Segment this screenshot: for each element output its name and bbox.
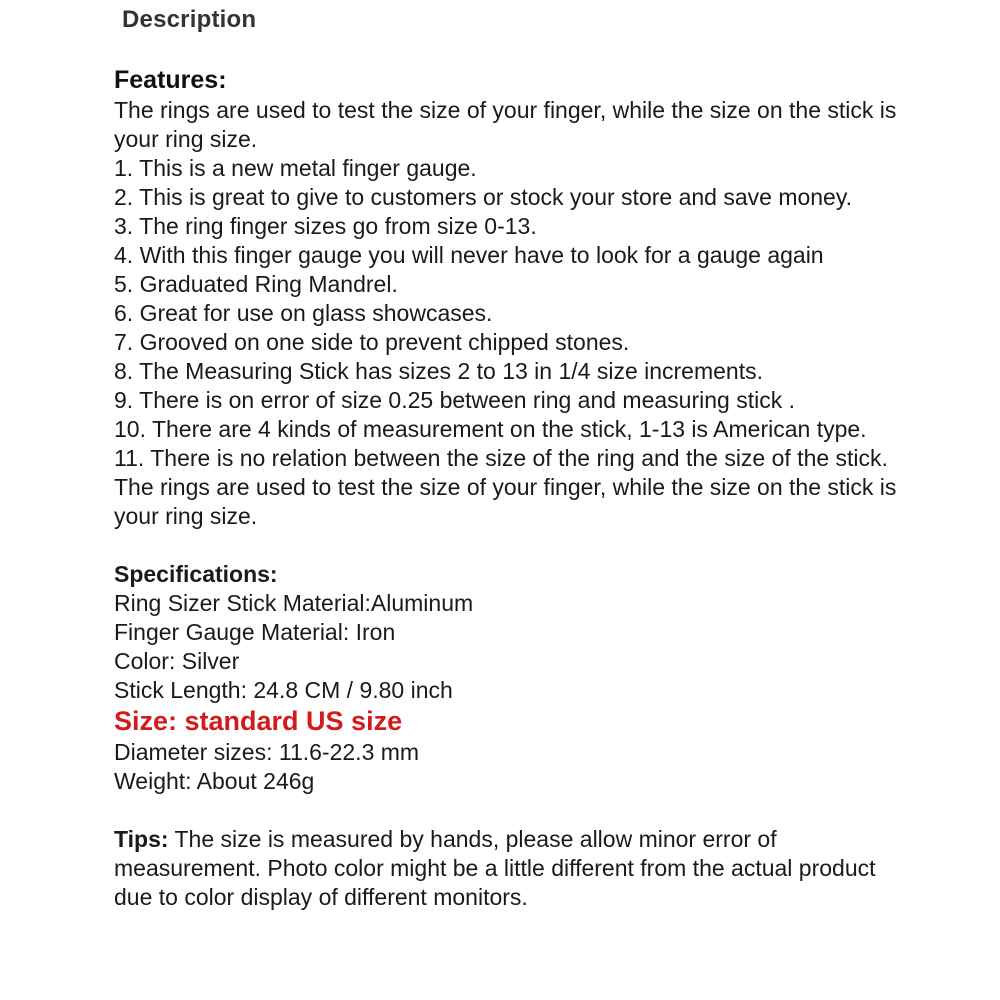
feature-item: 1. This is a new metal finger gauge. (114, 155, 477, 181)
tips-paragraph (114, 825, 904, 912)
section-title: Description (122, 6, 257, 33)
spec-weight: Weight: About 246g (114, 768, 315, 794)
spec-color: Color: Silver (114, 648, 240, 674)
feature-item: 8. The Measuring Stick has sizes 2 to 13 in 1/4 size increments. (114, 358, 763, 384)
feature-item: 3. The ring finger sizes go from size 0-13. (114, 213, 537, 239)
feature-item: 5. Graduated Ring Mandrel. (114, 271, 398, 297)
description-content (114, 64, 904, 912)
spec-gauge-material: Finger Gauge Material: Iron (114, 619, 396, 645)
features-heading: Features: (114, 66, 227, 94)
features-intro: The rings are used to test the size of your finger, while the size on the stick is your ring size. (114, 97, 897, 152)
feature-item: 6. Great for use on glass showcases. (114, 300, 493, 326)
tips-text: The size is measured by hands, please allow minor error of measurement. Photo color might be a little different from the actual product due to color display of different monitors. (114, 826, 876, 910)
spec-diameter: Diameter sizes: 11.6-22.3 mm (114, 739, 420, 765)
specifications-heading: Specifications: (114, 561, 278, 587)
feature-item: 10. There are 4 kinds of measurement on the stick, 1-13 is American type. (114, 416, 867, 442)
spec-length: Stick Length: 24.8 CM / 9.80 inch (114, 677, 453, 703)
tips-label: Tips: (114, 826, 169, 852)
spec-stick-material: Ring Sizer Stick Material:Aluminum (114, 590, 474, 616)
features-outro: The rings are used to test the size of your finger, while the size on the stick is your ring size. (114, 474, 897, 529)
spec-size-highlight: Size: standard US size (114, 706, 403, 736)
feature-item: 4. With this finger gauge you will never have to look for a gauge again (114, 242, 824, 268)
feature-item: 11. There is no relation between the size of the ring and the size of the stick. (114, 445, 888, 471)
feature-item: 7. Grooved on one side to prevent chipped stones. (114, 329, 630, 355)
feature-item: 2. This is great to give to customers or stock your store and save money. (114, 184, 853, 210)
feature-item: 9. There is on error of size 0.25 between ring and measuring stick . (114, 387, 795, 413)
